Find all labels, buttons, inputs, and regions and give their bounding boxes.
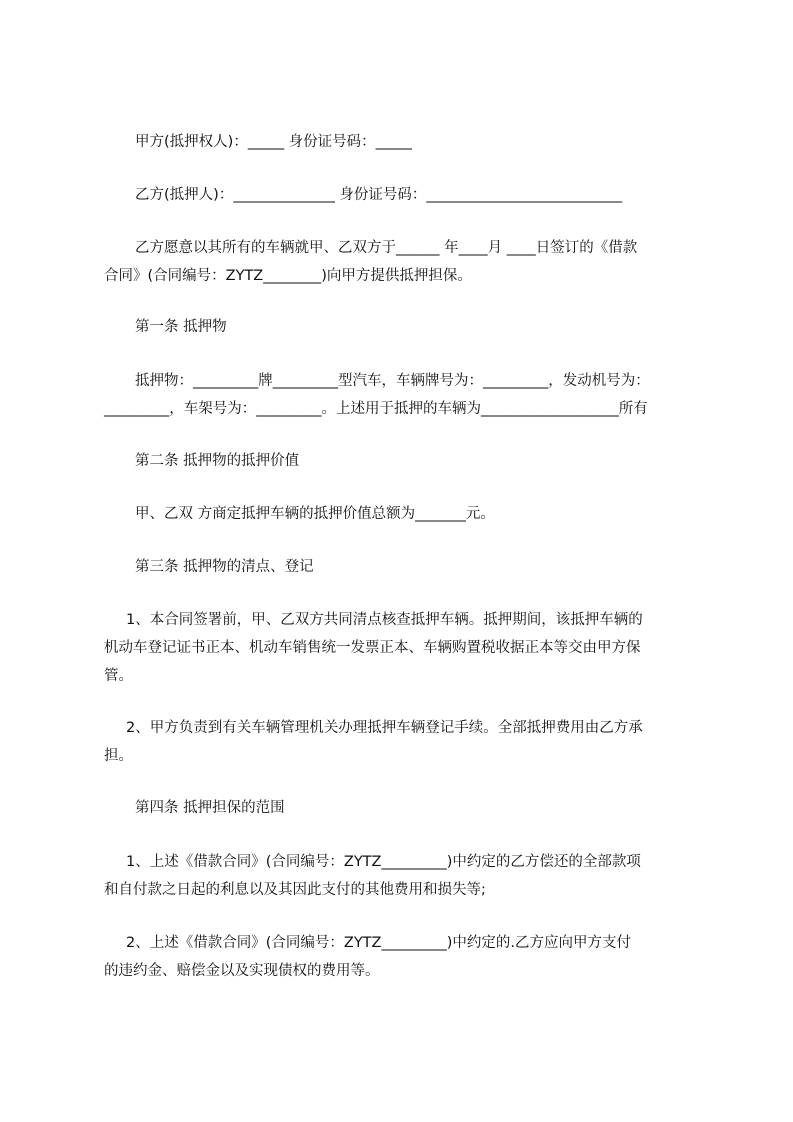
party-a-text: 甲方(抵押权人)：_____ 身份证号码：_____	[135, 134, 412, 150]
intro-line-2: 合同》(合同编号：ZYTZ________)向甲方提供抵押担保。	[104, 268, 472, 284]
article-4-heading	[135, 794, 735, 822]
intro-line-1: 乙方愿意以其所有的车辆就甲、乙双方于______ 年____月 ____日签订的《借款	[135, 240, 638, 256]
article-4-item-2-line-2: 的违约金、赔偿金以及实现债权的费用等。	[104, 963, 380, 979]
article-2-heading	[135, 447, 735, 475]
article-4-heading-text: 第四条 抵押担保的范围	[135, 800, 285, 816]
article-3-heading-text: 第三条 抵押物的清点、登记	[135, 559, 314, 575]
party-b-line	[135, 181, 735, 209]
party-a-line	[135, 128, 735, 156]
article-1-line-2: _________，车架号为：_________。上述用于抵押的车辆为___________________所有	[104, 401, 648, 417]
article-1-body	[104, 367, 704, 423]
article-3-item-1-line-1: 1、本合同签署前，甲、乙双方共同清点核查抵押车辆。抵押期间，该抵押车辆的	[126, 612, 643, 628]
article-3-heading	[135, 553, 735, 581]
article-3-item-2	[104, 714, 704, 770]
article-4-item-2	[104, 929, 704, 985]
article-2-heading-text: 第二条 抵押物的抵押价值	[135, 453, 300, 469]
article-2-body-text: 甲、乙双 方商定抵押车辆的抵押价值总额为_______元。	[135, 506, 495, 522]
article-1-heading-text: 第一条 抵押物	[135, 319, 227, 335]
article-4-item-1	[104, 848, 704, 904]
article-3-item-1-line-2: 机动车登记证书正本、机动车销售统一发票正本、车辆购置税收据正本等交由甲方保	[104, 640, 641, 656]
article-3-item-1-line-3: 管。	[104, 668, 133, 684]
article-3-item-2-line-1: 2、甲方负责到有关车辆管理机关办理抵押车辆登记手续。全部抵押费用由乙方承	[126, 720, 643, 736]
article-2-body	[135, 500, 735, 528]
article-1-line-1: 抵押物：_________牌_________型汽车，车辆牌号为：_________，发动机号为：	[135, 373, 650, 389]
article-4-item-1-line-2: 和自付款之日起的利息以及其因此支付的其他费用和损失等;	[104, 882, 486, 898]
party-b-text: 乙方(抵押人)：______________ 身份证号码：___________________________	[135, 187, 623, 203]
article-1-heading	[135, 313, 735, 341]
article-3-item-2-line-2: 担。	[104, 748, 133, 764]
article-4-item-2-line-1: 2、上述《借款合同》(合同编号：ZYTZ_________)中约定的.乙方应向甲方支付	[126, 935, 631, 951]
article-3-item-1	[104, 606, 704, 690]
intro-paragraph	[104, 234, 704, 290]
article-4-item-1-line-1: 1、上述《借款合同》(合同编号：ZYTZ_________)中约定的乙方偿还的全部款项	[126, 854, 641, 870]
